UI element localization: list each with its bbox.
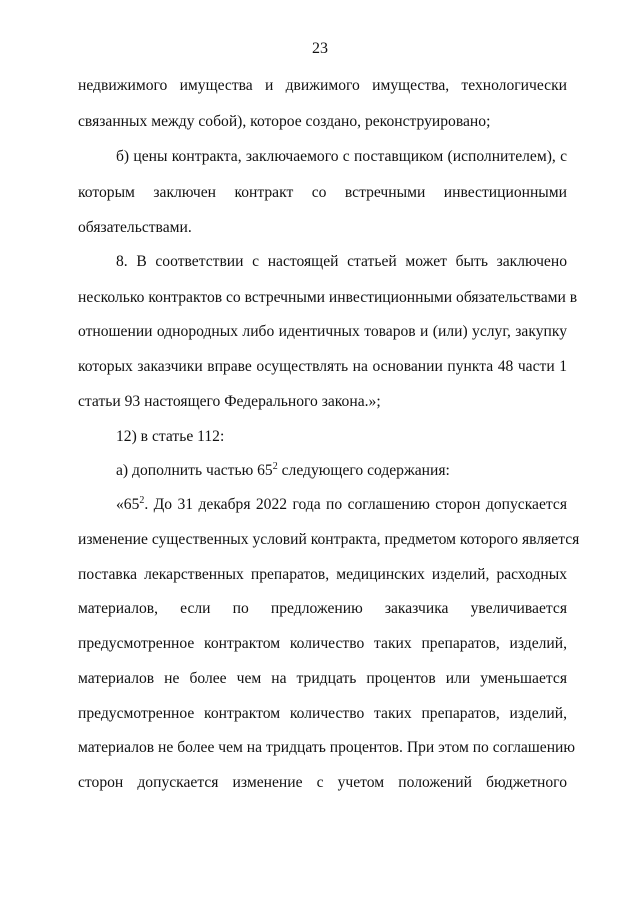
- text-line-4: которым заключен контракт со встречными инвестиционными: [78, 184, 567, 201]
- text-line-9: которых заказчики вправе осуществлять на основании пункта 48 части 1: [78, 358, 567, 375]
- text-line-5: обязательствами.: [78, 219, 192, 236]
- text-line-12-before: а) дополнить частью 65: [116, 462, 273, 479]
- text-line-15: поставка лекарственных препаратов, медицинских изделий, расходных: [78, 566, 567, 583]
- text-line-12-after: следующего содержания:: [277, 462, 450, 479]
- text-line-17: предусмотренное контрактом количество таких препаратов, изделий,: [78, 635, 567, 652]
- text-line-3: б) цены контракта, заключаемого с поставщиком (исполнителем), с: [116, 148, 567, 165]
- text-line-8: отношении однородных либо идентичных товаров и (или) услуг, закупку: [78, 323, 567, 340]
- text-line-13-before: «65: [116, 496, 140, 513]
- text-line-6: 8. В соответствии с настоящей статьей может быть заключено: [116, 253, 567, 270]
- page-number: 23: [312, 40, 328, 57]
- text-line-19: предусмотренное контрактом количество таких препаратов, изделий,: [78, 705, 567, 722]
- text-line-20: материалов не более чем на тридцать процентов. При этом по соглашению: [78, 739, 576, 756]
- text-line-14: изменение существенных условий контракта, предметом которого является: [78, 531, 580, 548]
- superscript: 2: [139, 495, 145, 506]
- text-line-1: недвижимого имущества и движимого имущества, технологически: [78, 77, 567, 94]
- text-line-13-after: . До 31 декабря 2022 года по соглашению сторон допускается: [144, 496, 567, 513]
- text-line-16: материалов, если по предложению заказчика увеличивается: [78, 600, 567, 617]
- text-line-18: материалов не более чем на тридцать процентов или уменьшается: [78, 670, 567, 687]
- text-line-7: несколько контрактов со встречными инвестиционными обязательствами в: [78, 289, 578, 306]
- text-line-2: связанных между собой), которое создано, реконструировано;: [78, 113, 491, 130]
- text-line-21: сторон допускается изменение с учетом положений бюджетного: [78, 774, 567, 791]
- text-line-12: [116, 461, 567, 481]
- text-line-13: [116, 495, 567, 515]
- text-line-10: статьи 93 настоящего Федерального закона.»;: [78, 393, 381, 410]
- superscript: 2: [272, 461, 278, 472]
- text-line-11: 12) в статье 112:: [116, 428, 225, 445]
